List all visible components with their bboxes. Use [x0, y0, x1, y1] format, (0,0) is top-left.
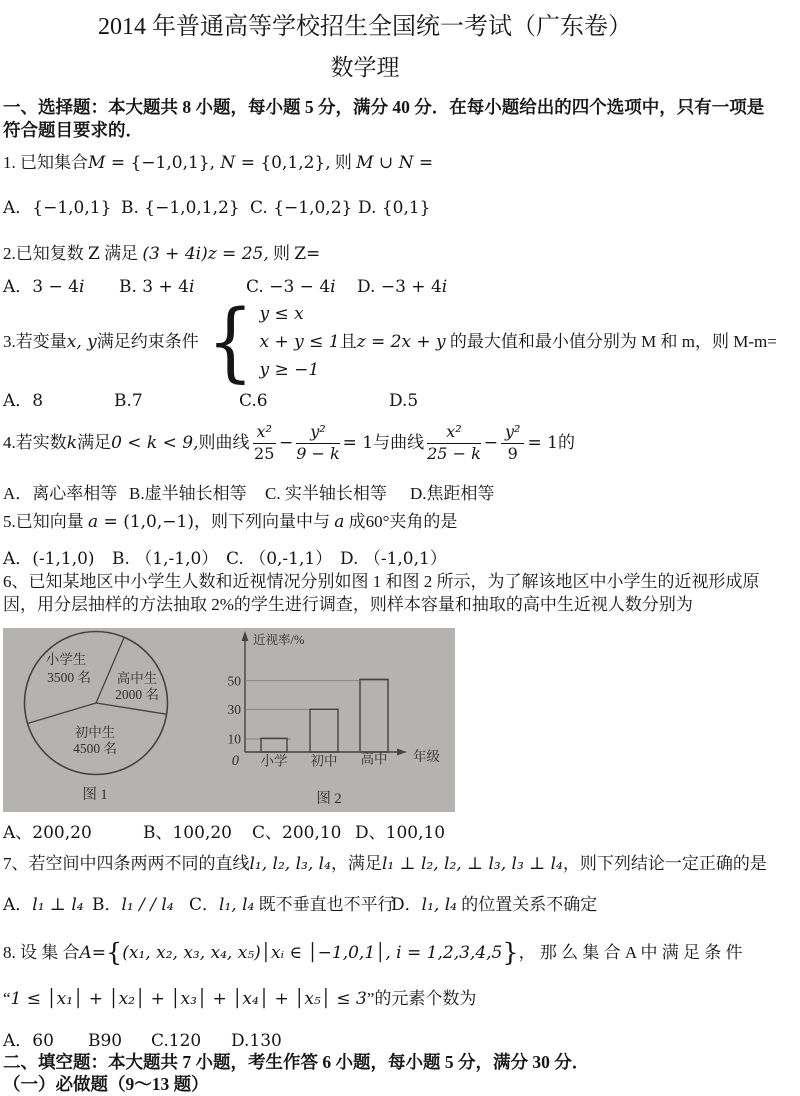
q8-text: ”的元素个数为 — [366, 989, 477, 1008]
statistics-figure — [3, 628, 455, 812]
q3-text: 的最大值和最小值分别为 M 和 m，则 M-m= — [445, 332, 777, 351]
q2-option-a-text: A．3 − 4 — [3, 277, 79, 297]
pie-label-middleschool: 初中生 — [74, 725, 116, 740]
q1-option-c: C. {−1,0,2} — [250, 198, 353, 218]
q4-text: 满足 — [77, 433, 112, 452]
q1-math: ∪ — [373, 153, 399, 173]
q3-option-c: C.6 — [239, 391, 268, 411]
y-tick-10: 10 — [227, 731, 241, 747]
fraction-y2-9k — [296, 423, 339, 463]
figure-svg — [3, 628, 455, 812]
q4-option-d: D.焦距相等 — [410, 484, 495, 503]
q7-option-a — [3, 893, 84, 917]
q1-math: N — [398, 153, 414, 173]
q7-option-d-math: l₁, l₄ — [421, 895, 457, 915]
question-7-stem — [3, 852, 767, 876]
q3-constraint-2-line — [259, 328, 776, 356]
q3-option-b: B.7 — [114, 391, 143, 411]
q5-text: ，则下列向量中与 — [193, 512, 335, 531]
question-4-stem — [3, 418, 575, 468]
q2-option-d-i: i — [441, 277, 448, 297]
pie-label-highschool: 高中生 — [116, 671, 158, 686]
q4-option-a: A．离心率相等 — [3, 484, 118, 503]
q7-option-d-text: 的位置关系不确定 — [456, 895, 598, 914]
q5-text: 5.已知向量 — [3, 512, 88, 531]
q5-math: = (1,0,−1) — [98, 512, 194, 532]
section2-header: 二、填空题：本大题共 7 小题，考生作答 6 小题，每小题 5 分，满分 30 分． — [3, 1052, 590, 1072]
q8-text: 8. 设 集 合 — [3, 943, 80, 962]
q7-option-b-math: l₁ / / l₄ — [121, 895, 174, 915]
frac-den: 9 — [507, 443, 518, 463]
q8-set-definition: (x₁, x₂, x₃, x₄, x₅)│xᵢ ∈ │−1,0,1│, i = 1,2,3,4,5 — [122, 943, 503, 963]
q5-option-b: B. （1,-1,0） — [112, 549, 219, 569]
q2-math: Z — [88, 244, 100, 264]
x-axis-label: 年级 — [413, 749, 440, 764]
section1-header-line2: 符合题目要求的． — [3, 120, 143, 140]
q2-option-b — [119, 275, 194, 299]
q2-text: 2.已知复数 — [3, 244, 88, 263]
q2-math: (3 + 4i)z = 25, — [142, 244, 269, 264]
question-6-line1: 6、已知某地区中小学生人数和近视情况分别如图 1 和图 2 所示，为了解该地区中小学生的近视形成原 — [3, 572, 760, 591]
q1-math: = {0,1,2}, — [235, 153, 331, 173]
question-2-stem — [3, 242, 320, 266]
q3-text: 满足约束条件 — [96, 332, 199, 351]
pie-value-highschool: 2000 名 — [115, 687, 159, 702]
page-title: 2014 年普通高等学校招生全国统一考试（广东卷） — [98, 14, 632, 40]
q7-option-a-label: A． — [3, 895, 33, 915]
q8-math: A= — [79, 943, 107, 963]
q3-constraint-2: x + y ≤ 1 — [259, 332, 340, 352]
section1-header-line1: 一、选择题：本大题共 8 小题，每小题 5 分，满分 40 分．在每小题给出的四个选项中，只有一项是 — [3, 97, 765, 117]
q1-math: M — [356, 153, 374, 173]
q7-option-d-label: D． — [391, 895, 422, 915]
x-cat-highschool: 高中 — [360, 751, 388, 767]
q8-text: ， 那 么 集 合 A 中 满 足 条 件 — [518, 943, 743, 962]
question-1-options — [3, 196, 763, 222]
question-6-line2: 因，用分层抽样的方法抽取 2%的学生进行调查，则样本容量和抽取的高中生近视人数分别为 — [3, 595, 693, 614]
q3-option-d: D.5 — [389, 391, 419, 411]
question-2-options — [3, 275, 763, 301]
q3-constraint-3: y ≥ −1 — [259, 360, 320, 380]
q3-constraint-1: y ≤ x — [259, 304, 304, 324]
page-subtitle: 数学理 — [330, 55, 400, 80]
q2-option-d — [357, 275, 447, 299]
q3-text: 且 — [339, 332, 357, 351]
fraction-x2-25k — [427, 423, 481, 463]
minus-sign: − — [278, 433, 294, 453]
big-brace-left: { — [106, 938, 123, 968]
q1-option-a: A．{−1,0,1} — [3, 198, 112, 218]
q5-option-c: C. （0,-1,1） — [226, 549, 333, 569]
figure-1-caption: 图 1 — [82, 787, 108, 803]
frac-den: 25 — [254, 443, 275, 463]
q2-option-b-text: B. 3 + 4 — [119, 277, 189, 297]
q2-option-c-i: i — [330, 277, 336, 297]
q4-option-c: C. 实半轴长相等 — [265, 484, 387, 503]
q5-math: a — [88, 512, 99, 532]
q7-option-c-math: l₁, l₄ — [219, 895, 255, 915]
q7-option-b-label: B． — [92, 895, 122, 915]
q5-option-d: D. （-1,0,1） — [340, 549, 447, 569]
q7-option-b — [92, 893, 174, 917]
q1-option-d: D. {0,1} — [358, 198, 431, 218]
x-cat-elementary: 小学 — [260, 753, 288, 769]
fraction-x2-25 — [253, 423, 276, 463]
question-3-options — [3, 389, 763, 415]
y-tick-50: 50 — [227, 673, 241, 689]
q2-text: 满足 — [99, 244, 143, 263]
q8-option-a: A．60 — [3, 1031, 54, 1051]
q2-option-c — [246, 275, 336, 299]
figure-2-caption: 图 2 — [316, 791, 342, 807]
pie-value-middleschool: 4500 名 — [73, 741, 117, 756]
q6-option-b: B、100,20 — [143, 823, 232, 843]
q7-option-a-math: l₁ ⊥ l₄ — [32, 895, 84, 915]
q4-text: 4.若实数 — [3, 433, 67, 452]
q7-option-c-text: 既不垂直也不平行 — [254, 895, 395, 914]
question-8-stem-line2 — [3, 982, 476, 1016]
q4-text: 与曲线 — [373, 433, 425, 452]
q5-text: 成60°夹角的是 — [344, 512, 458, 531]
q7-math: l₁, l₂, l₃, l₄ — [249, 854, 331, 874]
q8-condition: 1 ≤ │x₁│ + │x₂│ + │x₃│ + │x₄│ + │x₅│ ≤ 3 — [10, 989, 367, 1009]
q6-option-a: A、200,20 — [3, 823, 92, 843]
q4-text: 则曲线 — [198, 433, 250, 452]
q6-option-c: C、200,10 — [252, 823, 342, 843]
q7-text: ，则下列结论一定正确的是 — [562, 854, 767, 873]
q2-text: 则 — [268, 244, 295, 263]
q4-text: 的 — [557, 433, 575, 452]
frac-num: y² — [501, 423, 524, 443]
frac-den: 9 − k — [296, 443, 340, 463]
q4-option-b: B.虚半轴长相等 — [129, 484, 247, 503]
question-1-stem — [3, 151, 433, 175]
q7-option-d — [391, 893, 597, 917]
frac-den: 25 − k — [427, 443, 481, 463]
q3-text: 3.若变量 — [3, 332, 67, 351]
q1-text: 则 — [330, 153, 357, 172]
q7-math: l₁ ⊥ l₂, l₂, ⊥ l₃, l₃ ⊥ l₄ — [381, 854, 563, 874]
question-4-options — [3, 482, 763, 508]
q2-option-a — [3, 275, 84, 299]
frac-num: x² — [253, 423, 276, 443]
q7-option-c — [189, 893, 395, 917]
q3-objective: z = 2x + y — [356, 332, 446, 352]
q1-math: M — [88, 153, 106, 173]
question-8-stem-line1 — [3, 936, 742, 970]
q3-option-a: A．8 — [3, 391, 44, 411]
question-3-stem: 3.若变量 x, y 满足约束条件 { y ≤ x x + y ≤ 1且z = 2x + y 的最大值和最小值分别为 M 和 m，则 M-m= y ≥ −1 — [3, 292, 777, 392]
question-7-options — [3, 893, 763, 919]
big-brace-right: } — [502, 938, 519, 968]
q2-option-a-i: i — [78, 277, 85, 297]
fraction-y2-9 — [501, 423, 524, 463]
equals-one: = 1 — [527, 433, 558, 453]
equals-one: = 1 — [342, 433, 374, 453]
q8-option-c: C.120 — [151, 1031, 202, 1051]
q4-math: k — [66, 433, 78, 453]
y-axis-label: 近视率/% — [253, 633, 305, 647]
q2-option-d-text: D. −3 + 4 — [357, 277, 442, 297]
q7-option-c-label: C． — [189, 895, 220, 915]
pie-value-elementary: 3500 名 — [47, 670, 91, 685]
pie-label-elementary: 小学生 — [45, 652, 87, 667]
x-cat-middleschool: 初中 — [310, 753, 338, 769]
q8-option-b: B90 — [88, 1031, 123, 1051]
q2-option-c-text: C. −3 − 4 — [246, 277, 331, 297]
q8-quote-open: “ — [3, 989, 11, 1008]
frac-num: y² — [296, 423, 339, 443]
section2-subheader: （一）必做题（9～13 题） — [3, 1074, 209, 1094]
question-5-stem — [3, 510, 457, 534]
q4-math: 0 < k < 9, — [111, 433, 199, 453]
constraint-system — [259, 300, 776, 384]
q1-option-b: B. {−1,0,1,2} — [121, 198, 240, 218]
q7-text: 7、若空间中四条两两不同的直线 — [3, 854, 250, 873]
q2-option-b-i: i — [188, 277, 195, 297]
q7-text: ，满足 — [330, 854, 382, 873]
q2-math: Z= — [294, 244, 321, 264]
q1-math: N — [220, 153, 236, 173]
q5-option-a: A．(-1,1,0) — [3, 549, 95, 569]
minus-sign: − — [483, 433, 499, 453]
q1-math: = — [413, 153, 434, 173]
q8-option-d: D.130 — [231, 1031, 282, 1051]
frac-num: x² — [427, 423, 481, 443]
origin-label: 0 — [231, 753, 239, 769]
q6-option-d: D、100,10 — [355, 823, 446, 843]
q5-math: a — [334, 512, 345, 532]
y-tick-30: 30 — [227, 702, 241, 717]
question-6-options — [3, 821, 763, 847]
q3-math: x, y — [66, 332, 97, 352]
q1-math: = {−1,0,1}, — [105, 153, 221, 173]
q1-text: 1. 已知集合 — [3, 153, 88, 172]
